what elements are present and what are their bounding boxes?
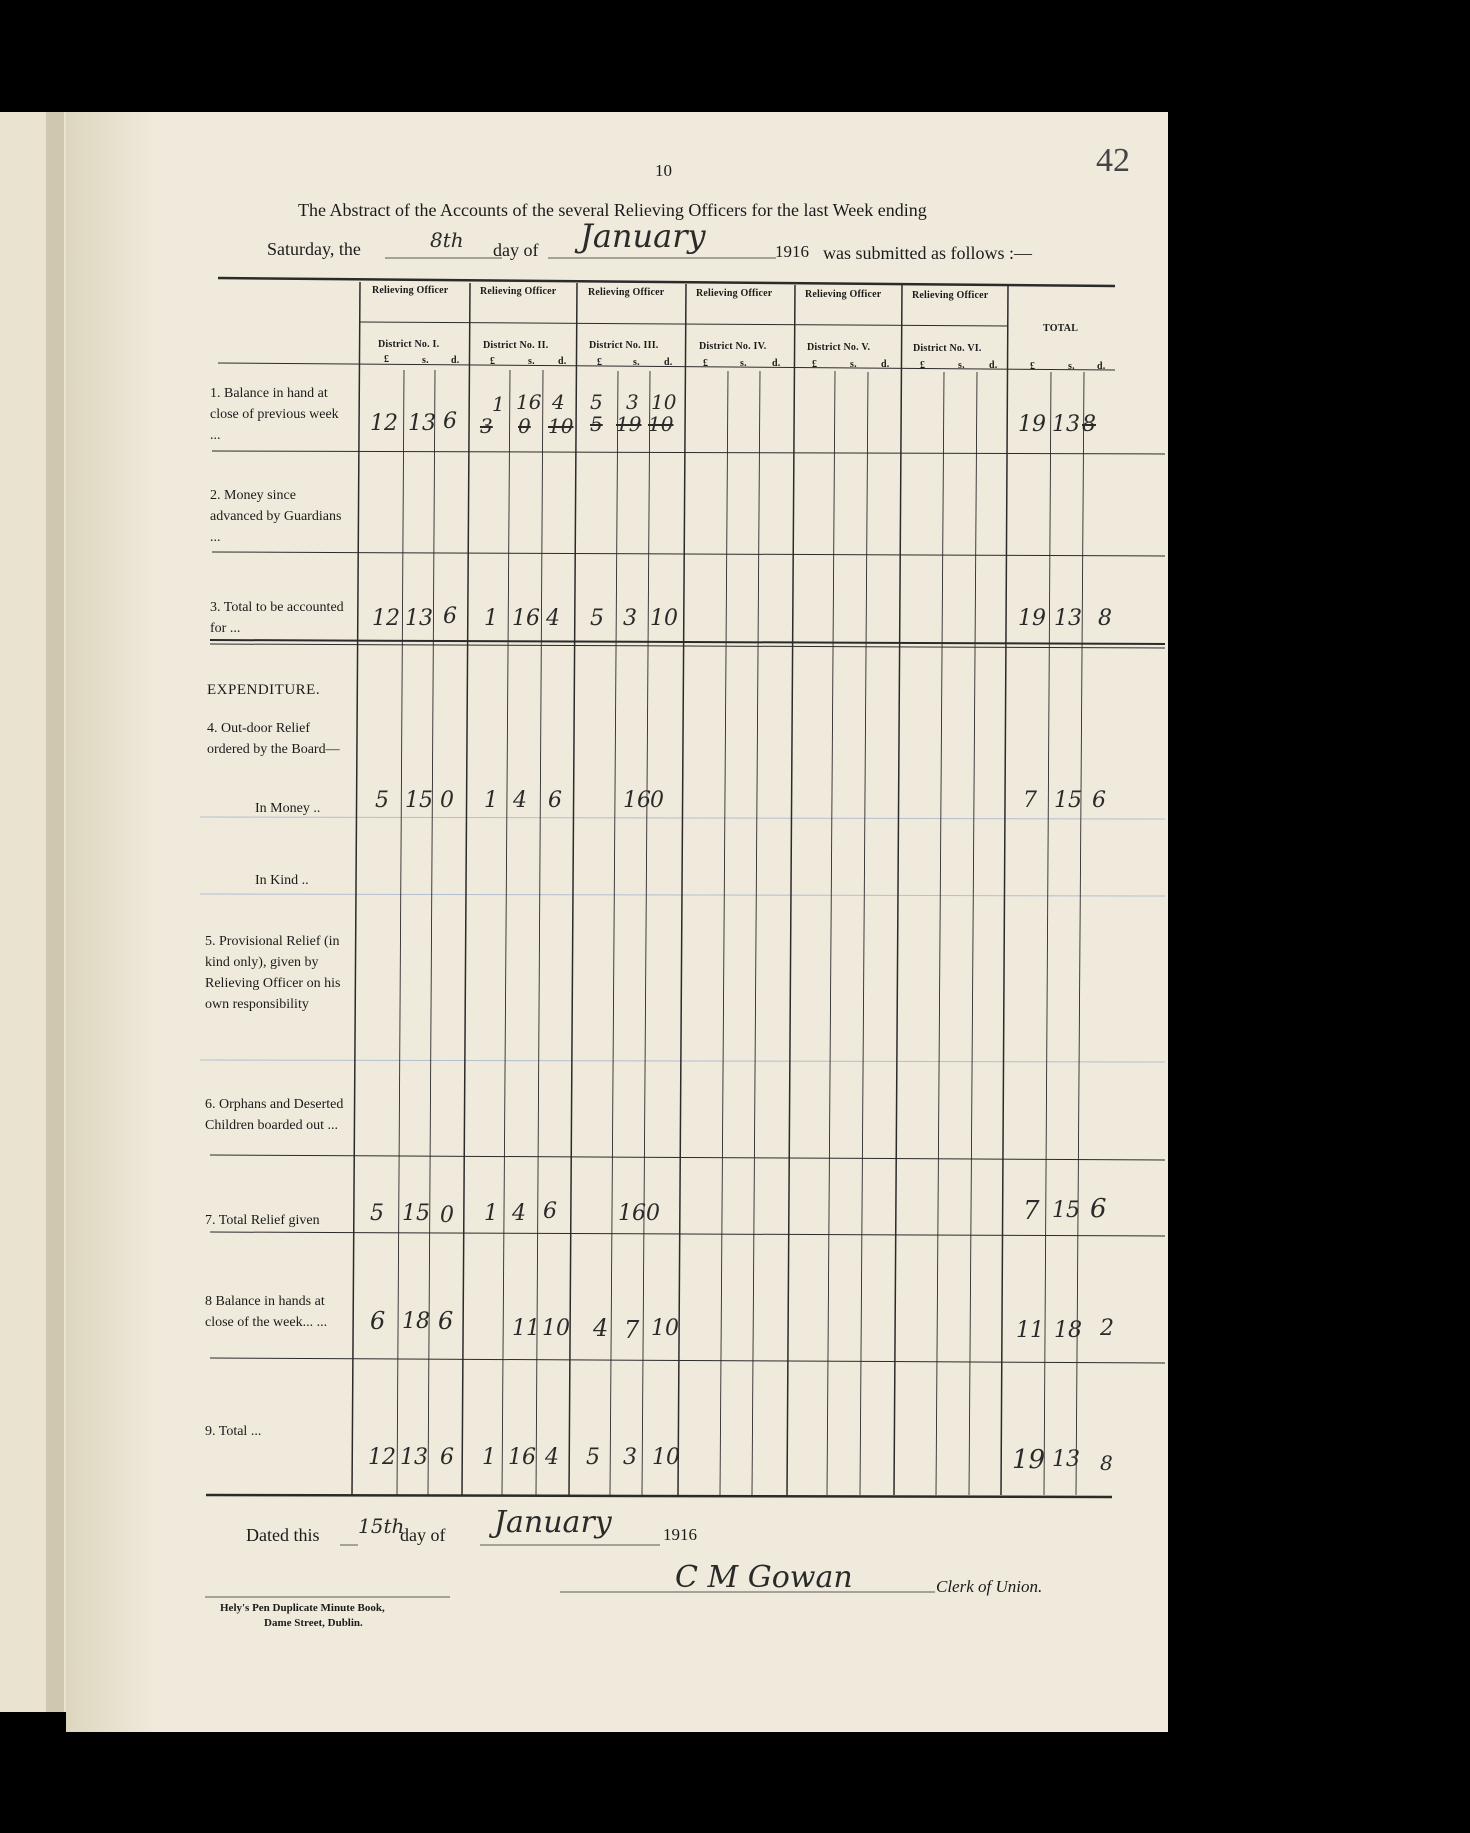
currency-pound: £ <box>597 357 603 368</box>
currency-shilling: s. <box>528 356 535 367</box>
currency-pound: £ <box>920 360 926 371</box>
intro-day-of: day of <box>493 240 539 260</box>
struck-d3-shillings: 19 <box>616 412 642 436</box>
cell-d1-pence: 6 <box>438 1307 454 1335</box>
currency-shilling: s. <box>633 357 640 368</box>
cell-d2-shillings: 11 <box>512 1316 540 1341</box>
row-label-in-money: In Money .. <box>255 801 321 816</box>
cell-d2-pounds: 1 <box>492 392 505 416</box>
printer-line-1: Hely's Pen Duplicate Minute Book, <box>220 1602 385 1614</box>
cell-d2-shillings: 4 <box>512 1201 526 1226</box>
row-label-1: 1. Balance in hand at close of previous week ... <box>210 386 339 443</box>
row-label-8: 8 Balance in hands at close of the week... ... <box>205 1294 328 1330</box>
currency-pound: £ <box>703 358 709 369</box>
dated-this: Dated this <box>246 1525 320 1545</box>
cell-d2-shillings: 16 <box>516 390 542 414</box>
currency-pence: d. <box>881 359 890 370</box>
row-label-4: 4. Out-door Relief ordered by the Board— <box>207 721 340 757</box>
cell-d3-pounds: 5 <box>590 606 604 631</box>
struck-d2-shillings: 0 <box>518 414 531 438</box>
cell-total-pounds: 11 <box>1016 1318 1044 1343</box>
cell-d2-shillings: 4 <box>513 788 527 813</box>
currency-pence: d. <box>772 358 781 369</box>
cell-total-pounds: 7 <box>1023 1196 1040 1226</box>
currency-pence: d. <box>451 355 460 366</box>
cell-d1-shillings: 15 <box>405 788 433 813</box>
cell-d3-pence: 10 <box>651 1316 679 1341</box>
cell-d3-pounds: 5 <box>586 1445 600 1470</box>
cell-d2-pounds: 1 <box>484 788 498 813</box>
row-label-3: 3. Total to be accounted for ... <box>210 600 344 636</box>
cell-total-shillings: 15 <box>1054 788 1082 813</box>
cell-total-pence: 8 <box>1082 412 1096 437</box>
currency-shilling: s. <box>1068 361 1075 372</box>
officer-header-1: Relieving Officer <box>372 285 449 296</box>
currency-pound: £ <box>1030 361 1036 372</box>
row-label-7: 7. Total Relief given <box>205 1213 320 1228</box>
currency-pence: d. <box>558 356 567 367</box>
officer-header-4: Relieving Officer <box>696 288 773 299</box>
cell-d3-shillings: 3 <box>626 390 639 414</box>
clerk-signature: C M Gowan <box>675 1560 853 1595</box>
cell-d2-pence: 10 <box>542 1316 570 1341</box>
cell-d3-pounds: 5 <box>590 390 603 414</box>
printer-line-2: Dame Street, Dublin. <box>264 1617 363 1629</box>
cell-d2-pence: 4 <box>552 390 565 414</box>
cell-total-pounds: 19 <box>1018 412 1046 437</box>
district-header-4: District No. IV. <box>699 341 767 352</box>
row-label-in-kind: In Kind .. <box>255 873 309 888</box>
cell-d1-pence: 0 <box>440 788 454 813</box>
cell-d2-pence: 4 <box>545 1445 559 1470</box>
cell-d1-shillings: 18 <box>402 1309 430 1334</box>
district-header-5: District No. V. <box>807 342 871 353</box>
footer-month: January <box>494 1505 612 1540</box>
cell-d2-shillings: 16 <box>512 606 540 631</box>
officer-header-2: Relieving Officer <box>480 286 557 297</box>
cell-d1-shillings: 15 <box>402 1201 430 1226</box>
cell-d3-pence: 0 <box>646 1201 660 1226</box>
cell-d3-pounds: 4 <box>593 1314 609 1342</box>
folio-number: 42 <box>1096 142 1130 179</box>
row-label-9: 9. Total ... <box>205 1424 262 1439</box>
struck-d2-pounds: 3 <box>480 414 493 438</box>
cell-d3-pence: 10 <box>652 1445 680 1470</box>
cell-d3-pence: 10 <box>650 606 678 631</box>
cell-d2-pounds: 1 <box>482 1445 496 1470</box>
currency-shilling: s. <box>740 358 747 369</box>
intro-day: 8th <box>430 228 464 252</box>
cell-total-pounds: 19 <box>1012 1445 1046 1475</box>
cell-total-shillings: 18 <box>1054 1318 1082 1343</box>
footer-year: 1916 <box>663 1525 697 1544</box>
cell-d1-pounds: 6 <box>370 1307 386 1335</box>
intro-line: The Abstract of the Accounts of the several Relieving Officers for the last Week ending <box>298 200 927 220</box>
footer-day-of: day of <box>400 1525 446 1545</box>
officer-header-3: Relieving Officer <box>588 287 665 298</box>
struck-d3-pence: 10 <box>648 412 674 436</box>
officer-header-5: Relieving Officer <box>805 289 882 300</box>
cell-d2-pounds: 1 <box>484 1201 498 1226</box>
cell-total-shillings: 13 <box>1052 412 1080 437</box>
struck-d3-pounds: 5 <box>590 412 603 436</box>
currency-pound: £ <box>490 356 496 367</box>
currency-shilling: s. <box>422 355 429 366</box>
cell-d1-pounds: 12 <box>372 606 400 631</box>
row-label-2: 2. Money since advanced by Guardians ... <box>210 488 342 545</box>
clerk-of-union: Clerk of Union. <box>936 1577 1043 1596</box>
intro-month: January <box>580 217 706 255</box>
intro-year: 1916 <box>775 242 809 261</box>
row-label-6: 6. Orphans and Deserted Children boarded out ... <box>205 1097 344 1133</box>
cell-d2-pence: 6 <box>543 1199 557 1224</box>
district-header-2: District No. II. <box>483 340 549 351</box>
currency-pound: £ <box>384 354 390 365</box>
cell-d3-pence: 10 <box>651 390 677 414</box>
cell-total-pounds: 19 <box>1018 606 1046 631</box>
currency-shilling: s. <box>850 359 857 370</box>
officer-header-6: Relieving Officer <box>912 290 989 301</box>
cell-total-pence: 8 <box>1100 1451 1113 1475</box>
cell-d2-shillings: 16 <box>508 1445 536 1470</box>
cell-d3-shillings: 16 <box>623 788 651 813</box>
footer-day: 15th <box>358 1514 405 1538</box>
cell-d1-pounds: 5 <box>375 788 389 813</box>
cell-total-shillings: 13 <box>1052 1447 1080 1472</box>
district-header-6: District No. VI. <box>913 343 982 354</box>
cell-d3-shillings: 3 <box>623 1445 637 1470</box>
cell-d1-pence: 6 <box>443 604 457 629</box>
page-number: 10 <box>655 161 672 180</box>
cell-d1-pence: 0 <box>440 1203 454 1228</box>
district-header-1: District No. I. <box>378 339 440 350</box>
currency-shilling: s. <box>958 360 965 371</box>
cell-d1-pence: 6 <box>443 409 457 434</box>
currency-pound: £ <box>812 359 818 370</box>
cell-d3-shillings: 3 <box>623 606 637 631</box>
cell-d2-pence: 6 <box>548 788 562 813</box>
struck-d2-pence: 10 <box>548 414 574 438</box>
currency-pence: d. <box>664 357 673 368</box>
total-header: TOTAL <box>1043 323 1079 334</box>
cell-total-pence: 6 <box>1092 788 1106 813</box>
intro-saturday: Saturday, the <box>267 239 361 259</box>
cell-total-pence: 2 <box>1100 1316 1114 1341</box>
cell-d3-shillings: 7 <box>624 1316 640 1344</box>
cell-d1-pence: 6 <box>440 1445 454 1470</box>
expenditure-heading: EXPENDITURE. <box>207 682 321 698</box>
cell-d3-shillings: 16 <box>618 1201 646 1226</box>
cell-d2-pence: 4 <box>546 606 560 631</box>
cell-total-pounds: 7 <box>1023 788 1037 813</box>
intro-suffix: was submitted as follows :— <box>823 243 1032 263</box>
cell-d2-pounds: 1 <box>484 606 498 631</box>
cell-d1-shillings: 13 <box>408 411 436 436</box>
row-label-5: 5. Provisional Relief (in kind only), given by Relieving Officer on his own responsibility <box>205 934 341 1012</box>
cell-total-pence: 6 <box>1090 1194 1107 1224</box>
cell-d1-shillings: 13 <box>400 1445 428 1470</box>
cell-d1-pounds: 12 <box>370 411 398 436</box>
cell-d1-pounds: 12 <box>368 1445 396 1470</box>
cell-total-pence: 8 <box>1098 606 1112 631</box>
cell-total-shillings: 13 <box>1054 606 1082 631</box>
cell-d1-shillings: 13 <box>405 606 433 631</box>
district-header-3: District No. III. <box>589 340 659 351</box>
cell-d1-pounds: 5 <box>370 1201 384 1226</box>
currency-pence: d. <box>989 360 998 371</box>
cell-d3-pence: 0 <box>650 788 664 813</box>
cell-total-shillings: 15 <box>1052 1198 1080 1223</box>
currency-pence: d. <box>1097 361 1106 372</box>
